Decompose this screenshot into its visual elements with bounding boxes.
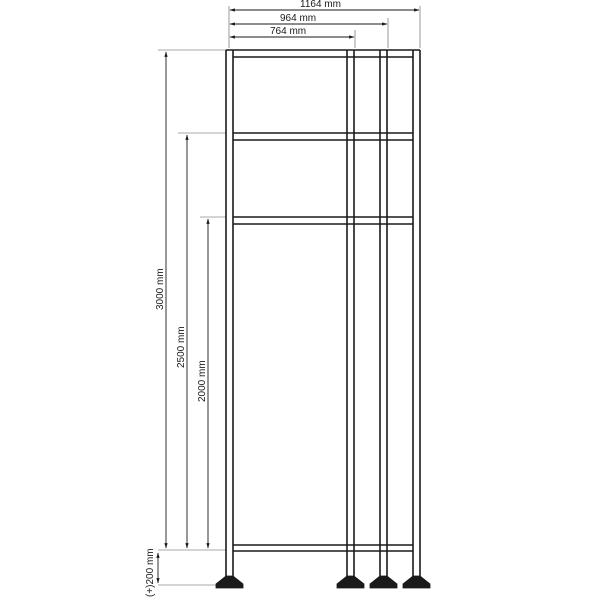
dim-label-964: 964 mm (280, 13, 317, 24)
foot-2 (337, 576, 364, 588)
beam-top (226, 50, 420, 57)
foot-4 (403, 576, 430, 588)
beam-2500 (233, 133, 413, 140)
dim-label-2000: 2000 mm (197, 360, 208, 402)
beam-2000 (233, 217, 413, 224)
width-dimensions (229, 0, 420, 48)
upright-posts (226, 50, 420, 580)
foot-3 (370, 576, 397, 588)
dim-label-200: (+)200 mm (145, 548, 156, 597)
dim-label-3000: 3000 mm (155, 268, 166, 310)
beam-base (233, 545, 413, 551)
height-dimensions (145, 50, 226, 597)
dim-label-2500: 2500 mm (176, 326, 187, 368)
foot-1 (216, 576, 243, 588)
rack-frame (216, 50, 430, 588)
feet (216, 576, 430, 588)
dim-label-764: 764 mm (270, 26, 307, 37)
dim-label-1164: 1164 mm (300, 0, 341, 10)
